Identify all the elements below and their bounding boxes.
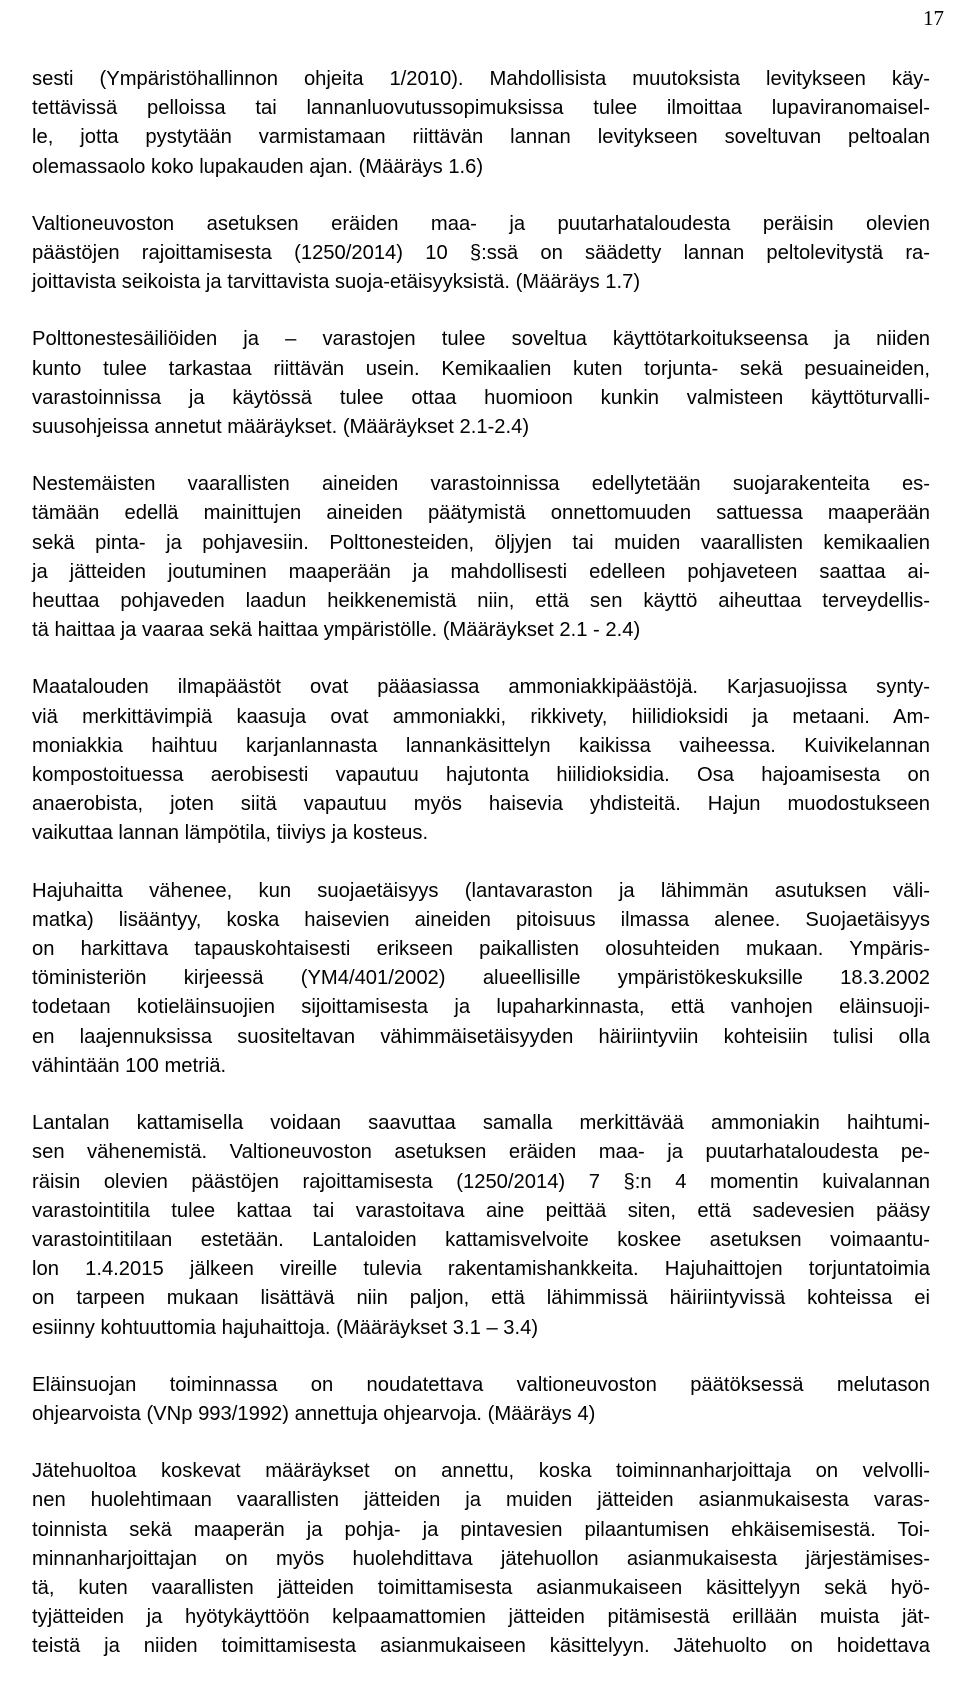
text-line: ja jätteiden joutuminen maaperään ja mahdollisesti edelleen pohjaveteen saattaa ai- <box>32 560 930 583</box>
text-line: tyjätteiden ja hyötykäyttöön kelpaamattomien jätteiden pitämisestä erillään muista jät- <box>32 1606 930 1629</box>
text-line: tettävissä pelloissa tai lannanluovutussopimuksissa tulee ilmoittaa lupaviranomaisel- <box>32 97 930 120</box>
paragraph <box>32 210 930 298</box>
text-line: vaikuttaa lannan lämpötila, tiiviys ja kosteus. <box>32 822 429 845</box>
text-line: kompostoituessa aerobisesti vapautuu hajutonta hiilidioksidia. Osa hajoamisesta on <box>32 764 930 787</box>
paragraph <box>32 470 930 645</box>
text-line: anaerobista, joten siitä vapautuu myös haisevia yhdisteitä. Hajun muodostukseen <box>32 793 930 816</box>
text-line: räisin olevien päästöjen rajoittamisesta (1250/2014) 7 §:n 4 momentin kuivalannan <box>32 1170 930 1193</box>
text-line: olemassaolo koko lupakauden ajan. (Määräys 1.6) <box>32 155 484 178</box>
paragraph <box>32 673 930 848</box>
text-line: on harkittava tapauskohtaisesti erikseen paikallisten olosuhteiden mukaan. Ympäris- <box>32 938 930 961</box>
paragraph <box>32 325 930 442</box>
page-number: 17 <box>923 6 944 30</box>
text-line: suusohjeissa annetut määräykset. (Määräykset 2.1-2.4) <box>32 416 530 439</box>
text-line: esiinny kohtuuttomia hajuhaittoja. (Määräykset 3.1 – 3.4) <box>32 1316 539 1339</box>
text-line: teistä ja niiden toimittamisesta asianmukaiseen käsittelyyn. Jätehuolto on hoidettava <box>32 1635 930 1658</box>
text-line: le, jotta pystytään varmistamaan riittävän lannan levitykseen soveltuvan peltoalan <box>32 126 930 149</box>
text-line: nen huolehtimaan vaarallisten jätteiden ja muiden jätteiden asianmukaisesta varas- <box>32 1489 930 1512</box>
text-line: Valtioneuvoston asetuksen eräiden maa- ja puutarhataloudesta peräisin olevien <box>32 212 930 235</box>
text-line: lon 1.4.2015 jälkeen vireille tulevia rakentamishankkeita. Hajuhaittojen torjuntatoimia <box>32 1258 930 1281</box>
text-line: Nestemäisten vaarallisten aineiden varastoinnissa edellytetään suojarakenteita es- <box>32 473 930 496</box>
text-line: todetaan kotieläinsuojien sijoittamisesta ja lupaharkinnasta, että vanhojen eläinsuoji- <box>32 996 930 1019</box>
text-line: sen vähenemistä. Valtioneuvoston asetuksen eräiden maa- ja puutarhataloudesta pe- <box>32 1141 930 1164</box>
text-line: moniakkia haihtuu karjanlannasta lannankäsittelyn kaikissa vaiheessa. Kuivikelannan <box>32 734 930 757</box>
text-line: minnanharjoittajan on myös huolehdittava jätehuollon asianmukaisesta järjestämises- <box>32 1547 930 1570</box>
text-line: heuttaa pohjaveden laadun heikkenemistä niin, että sen käyttö aiheuttaa terveydellis- <box>32 590 930 613</box>
text-line: varastointitila tulee kattaa tai varastoitava aine peittää siten, että sadevesien pääsy <box>32 1199 930 1222</box>
text-line: tä haittaa ja vaaraa sekä haittaa ympäristölle. (Määräykset 2.1 - 2.4) <box>32 619 641 642</box>
text-line: Eläinsuojan toiminnassa on noudatettava valtioneuvoston päätöksessä melutason <box>32 1373 930 1396</box>
text-line: tä, kuten vaarallisten jätteiden toimittamisesta asianmukaiseen käsittelyyn sekä hyö- <box>32 1576 930 1599</box>
text-line: Lantalan kattamisella voidaan saavuttaa samalla merkittävää ammoniakin haihtumi- <box>32 1112 930 1135</box>
text-line: varastointitilaan estetään. Lantaloiden kattamisvelvoite koskee asetuksen voimaantu- <box>32 1228 930 1251</box>
text-line: viä merkittävimpiä kaasuja ovat ammoniakki, rikkivety, hiilidioksidi ja metaani. Am- <box>32 705 930 728</box>
text-line: matka) lisääntyy, koska haisevien aineiden pitoisuus ilmassa alenee. Suojaetäisyys <box>32 908 930 931</box>
text-line: päästöjen rajoittamisesta (1250/2014) 10 §:ssä on säädetty lannan peltolevitystä ra- <box>32 242 930 265</box>
text-line: kunto tulee tarkastaa riittävän usein. Kemikaalien kuten torjunta- sekä pesuaineiden, <box>32 357 930 380</box>
text-line: sekä pinta- ja pohjavesiin. Polttonesteiden, öljyjen tai muiden vaarallisten kemikaalien <box>32 531 930 554</box>
paragraph <box>32 1371 930 1429</box>
paragraph <box>32 65 930 182</box>
text-line: vähintään 100 metriä. <box>32 1054 227 1077</box>
paragraph <box>32 1457 930 1661</box>
text-line: toinnista sekä maaperän ja pohja- ja pintavesien pilaantumisen ehkäisemisestä. Toi- <box>32 1518 930 1541</box>
text-line: on tarpeen mukaan lisättävä niin paljon, että lähimmissä häiriintyvissä kohteissa ei <box>32 1287 930 1310</box>
text-line: Jätehuoltoa koskevat määräykset on annettu, koska toiminnanharjoittaja on velvolli- <box>32 1460 930 1483</box>
text-line: Polttonestesäiliöiden ja – varastojen tulee soveltua käyttötarkoitukseensa ja niiden <box>32 328 930 351</box>
text-line: en laajennuksissa suositeltavan vähimmäisetäisyyden häiriintyviin kohteisiin tulisi olla <box>32 1025 930 1048</box>
paragraph <box>32 877 930 1081</box>
text-line: sesti (Ympäristöhallinnon ohjeita 1/2010). Mahdollisista muutoksista levitykseen käy- <box>32 68 930 90</box>
text-line: Maatalouden ilmapäästöt ovat pääasiassa ammoniakkipäästöjä. Karjasuojissa synty- <box>32 676 930 699</box>
text-line: töministeriön kirjeessä (YM4/401/2002) alueellisille ympäristökeskuksille 18.3.2002 <box>32 967 930 990</box>
document-body <box>32 65 930 1690</box>
text-line: ohjearvoista (VNp 993/1992) annettuja ohjearvoja. (Määräys 4) <box>32 1402 596 1425</box>
text-line: Hajuhaitta vähenee, kun suojaetäisyys (lantavaraston ja lähimmän asutuksen väli- <box>32 879 930 902</box>
paragraph <box>32 1109 930 1343</box>
text-line: tämään edellä mainittujen aineiden päätymistä onnettomuuden sattuessa maaperään <box>32 502 930 525</box>
text-line: varastoinnissa ja käytössä tulee ottaa huomioon kunkin valmisteen käyttöturvalli- <box>32 386 930 409</box>
text-line: joittavista seikoista ja tarvittavista suoja-etäisyyksistä. (Määräys 1.7) <box>32 271 641 294</box>
